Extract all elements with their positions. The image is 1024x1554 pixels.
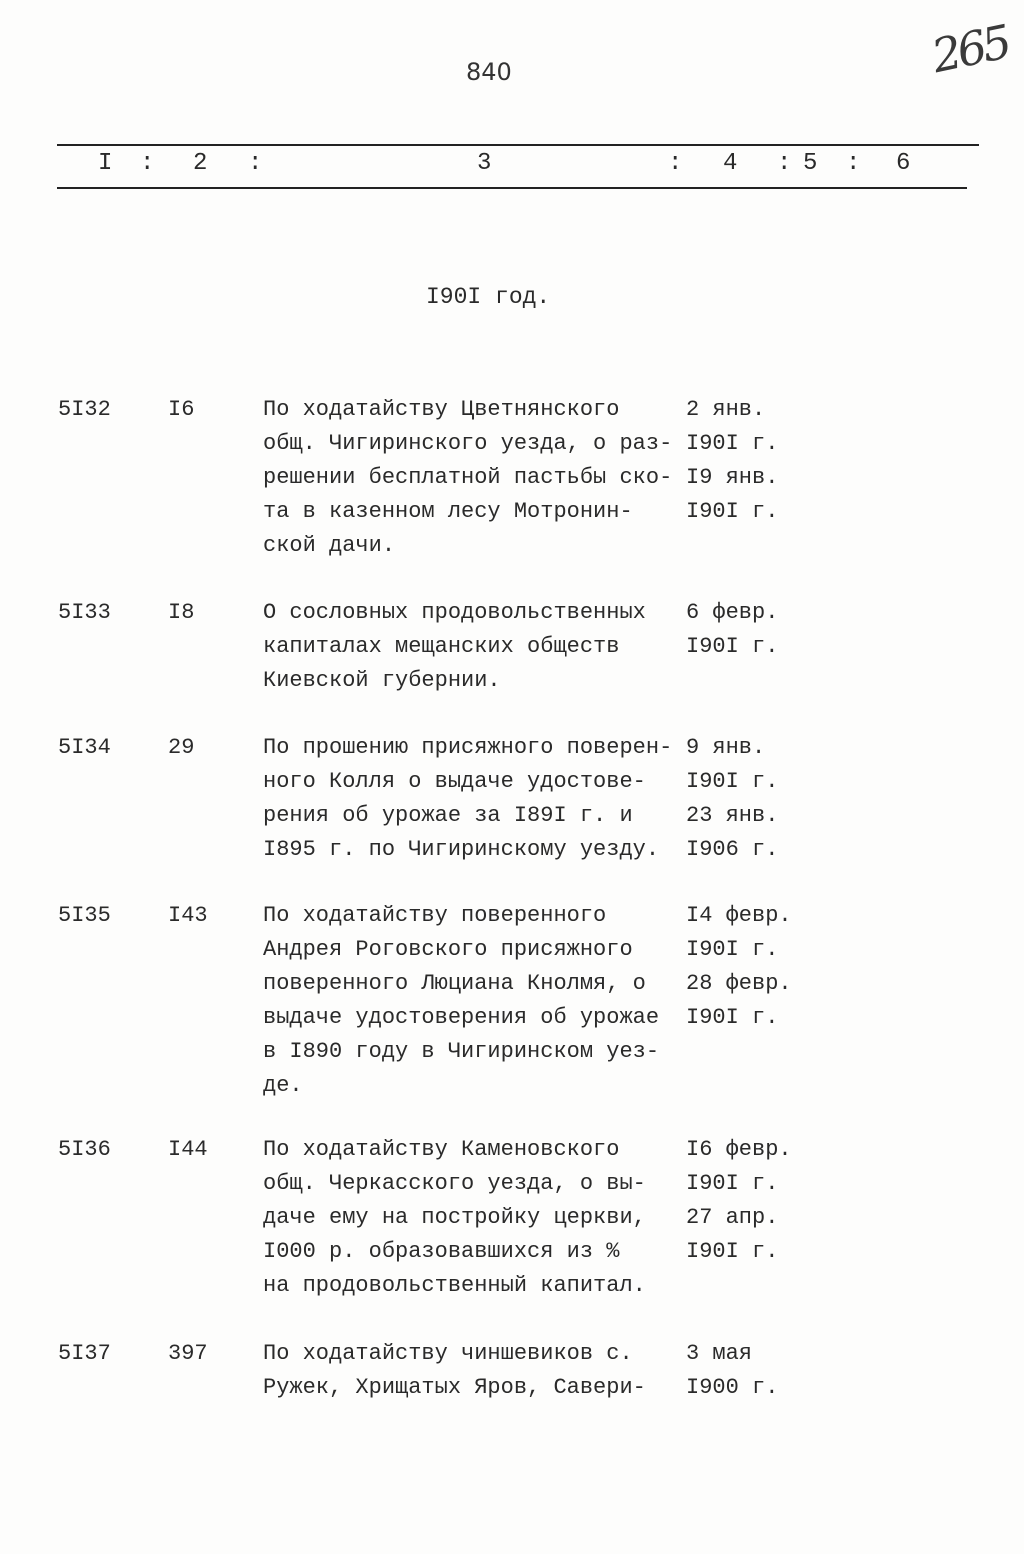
date-line: I90I г. (686, 769, 779, 794)
description-line: та в казенном лесу Мотронин- (263, 499, 633, 524)
description-line: О сословных продовольственных (263, 600, 646, 625)
entry-dates (686, 393, 826, 529)
date-line: 9 янв. (686, 735, 766, 760)
date-line: I90I г. (686, 937, 779, 962)
description-line: капиталах мещанских обществ (263, 634, 620, 659)
date-line: I90I г. (686, 634, 779, 659)
column-header-6: 6 (896, 150, 911, 177)
description-line: на продовольственный капитал. (263, 1273, 646, 1298)
description-line: По ходатайству Каменовского (263, 1137, 620, 1162)
entry-dates (686, 731, 826, 867)
description-line: ской дачи. (263, 533, 396, 558)
entry-description (263, 1337, 693, 1405)
entry-number: 5I32 (58, 397, 111, 422)
date-line: 6 февр. (686, 600, 779, 625)
entry-number: 5I34 (58, 735, 111, 760)
entry-description (263, 731, 693, 867)
entry-description (263, 899, 693, 1103)
description-line: I895 г. по Чигиринскому уезду. (263, 837, 660, 862)
date-line: 27 апр. (686, 1205, 779, 1230)
entry-sheet: I43 (168, 903, 208, 928)
entry-number: 5I37 (58, 1341, 111, 1366)
entry-sheet: I6 (168, 397, 195, 422)
description-line: По ходатайству Цветнянского (263, 397, 620, 422)
column-separator: : (846, 150, 861, 177)
description-line: рения об урожае за I89I г. и (263, 803, 633, 828)
description-line: де. (263, 1073, 303, 1098)
date-line: 3 мая (686, 1341, 753, 1366)
column-header-5: 5 (803, 150, 818, 177)
date-line: I4 февр. (686, 903, 792, 928)
description-line: решении бесплатной пастьбы ско- (263, 465, 673, 490)
entry-number: 5I35 (58, 903, 111, 928)
description-line: По ходатайству поверенного (263, 903, 607, 928)
page-number: 840 (466, 58, 512, 86)
date-line: I90I г. (686, 1171, 779, 1196)
description-line: Ружек, Хрищатых Яров, Савери- (263, 1375, 646, 1400)
entry-sheet: I44 (168, 1137, 208, 1162)
date-line: I90I г. (686, 1239, 779, 1264)
section-title: I90I год. (426, 284, 551, 310)
date-line: 28 февр. (686, 971, 792, 996)
description-line: даче ему на постройку церкви, (263, 1205, 646, 1230)
entry-dates (686, 1133, 826, 1269)
column-header-4: 4 (723, 150, 738, 177)
column-header-2: 2 (193, 150, 208, 177)
date-line: I90I г. (686, 499, 779, 524)
date-line: I9 янв. (686, 465, 779, 490)
column-separator: : (668, 150, 683, 177)
entry-sheet: 29 (168, 735, 195, 760)
handwritten-folio-number: 265 (927, 14, 1013, 84)
description-line: ного Колля о выдаче удостове- (263, 769, 646, 794)
entry-description (263, 393, 693, 563)
description-line: Киевской губернии. (263, 668, 501, 693)
description-line: поверенного Люциана Кнолмя, о (263, 971, 646, 996)
column-header-1: I (98, 150, 113, 177)
entry-dates (686, 899, 826, 1035)
entry-number: 5I33 (58, 600, 111, 625)
date-line: I6 февр. (686, 1137, 792, 1162)
entry-description (263, 1133, 693, 1303)
description-line: По прошению присяжного поверен- (263, 735, 673, 760)
date-line: I906 г. (686, 837, 779, 862)
description-line: По ходатайству чиншевиков с. (263, 1341, 633, 1366)
description-line: общ. Черкасского уезда, о вы- (263, 1171, 646, 1196)
entry-sheet: 397 (168, 1341, 208, 1366)
description-line: в I890 году в Чигиринском уез- (263, 1039, 660, 1064)
column-separator: : (777, 150, 792, 177)
header-top-rule (57, 144, 979, 146)
column-header-row (0, 150, 1024, 180)
date-line: I90I г. (686, 1005, 779, 1030)
column-header-3: 3 (477, 150, 492, 177)
description-line: Андрея Роговского присяжного (263, 937, 633, 962)
entry-number: 5I36 (58, 1137, 111, 1162)
column-separator: : (140, 150, 155, 177)
date-line: I90I г. (686, 431, 779, 456)
header-bottom-rule (57, 187, 967, 189)
description-line: общ. Чигиринского уезда, о раз- (263, 431, 673, 456)
entry-dates (686, 1337, 826, 1405)
date-line: 23 янв. (686, 803, 779, 828)
date-line: I900 г. (686, 1375, 779, 1400)
entry-sheet: I8 (168, 600, 195, 625)
date-line: 2 янв. (686, 397, 766, 422)
entry-dates (686, 596, 826, 664)
description-line: I000 р. образовавшихся из % (263, 1239, 620, 1264)
description-line: выдаче удостоверения об урожае (263, 1005, 660, 1030)
entry-description (263, 596, 693, 698)
column-separator: : (248, 150, 263, 177)
